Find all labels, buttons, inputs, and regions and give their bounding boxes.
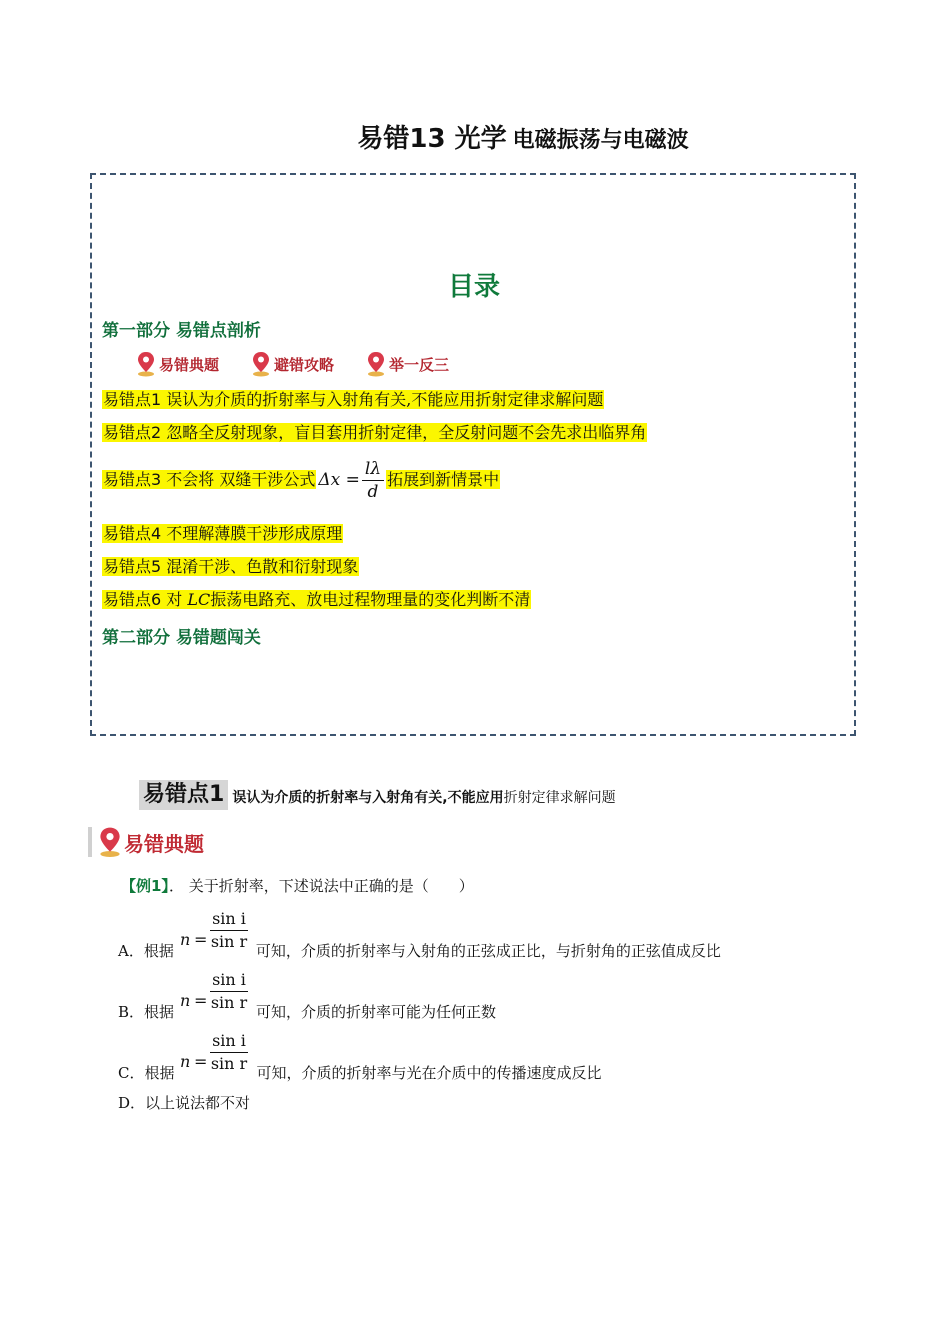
example-label: 【例1】: [121, 877, 169, 895]
section-text: 误认为介质的折射率与入射角有关,不能应用折射定律求解问题: [232, 790, 616, 806]
map-pin-icon: [98, 826, 122, 858]
option-c[interactable]: C．根据 可知，介质的折射率与光在介质中的传播速度成反比: [118, 1064, 602, 1082]
toc-item-1[interactable]: 易错点1 误认为介质的折射率与入射角有关,不能应用折射定律求解问题: [103, 390, 604, 409]
option-d[interactable]: D．以上说法都不对: [118, 1094, 251, 1112]
question: [121, 875, 474, 896]
formula-lhs: Δx =: [318, 470, 360, 490]
map-pin-icon: [136, 351, 156, 377]
formula-fraction: $\frac{l\lambda}{d}$: [362, 458, 384, 503]
toc-box: [90, 173, 856, 736]
option-a[interactable]: A．根据 可知，介质的折射率与入射角的正弦成正比，与折射角的正弦值成反比: [118, 942, 721, 960]
question-text: ． 关于折射率，下述说法中正确的是（ ）: [168, 877, 474, 895]
toc-item-3[interactable]: 易错点3 不会将 双缝干涉公式 Δx = $\frac{l\lambda}{d}$ 拓展到新情景中: [103, 459, 500, 502]
toc-item-6[interactable]: 易错点6 对 LC振荡电路充、放电过程物理量的变化判断不清: [103, 590, 531, 609]
toc-heading: 目录: [447, 272, 500, 302]
section-heading: [139, 780, 616, 810]
heading-bar: [88, 827, 92, 857]
typical-title: 易错典题: [124, 831, 204, 856]
toc-part2[interactable]: 第二部分 易错题闯关: [102, 628, 261, 648]
toc-tags: [136, 351, 449, 377]
title-main: 易错13 光学: [357, 124, 507, 154]
section-badge: 易错点1: [139, 780, 228, 810]
document-title: [0, 118, 950, 155]
toc-item-2[interactable]: 易错点2 忽略全反射现象，盲目套用折射定律，全反射问题不会先求出临界角: [103, 423, 647, 442]
toc-part1[interactable]: 第一部分 易错点剖析: [102, 321, 261, 341]
tag-typical[interactable]: 易错典题: [136, 351, 219, 377]
toc-item-4[interactable]: 易错点4 不理解薄膜干涉形成原理: [103, 524, 343, 543]
map-pin-icon: [366, 351, 386, 377]
typical-heading: [88, 826, 204, 858]
tag-avoid[interactable]: 避错攻略: [251, 351, 334, 377]
tag-practice[interactable]: 举一反三: [366, 351, 449, 377]
map-pin-icon: [251, 351, 271, 377]
title-sub: 电磁振荡与电磁波: [512, 128, 689, 153]
option-b[interactable]: B．根据 可知，介质的折射率可能为任何正数: [118, 1003, 497, 1021]
toc-item-5[interactable]: 易错点5 混淆干涉、色散和衍射现象: [103, 557, 359, 576]
